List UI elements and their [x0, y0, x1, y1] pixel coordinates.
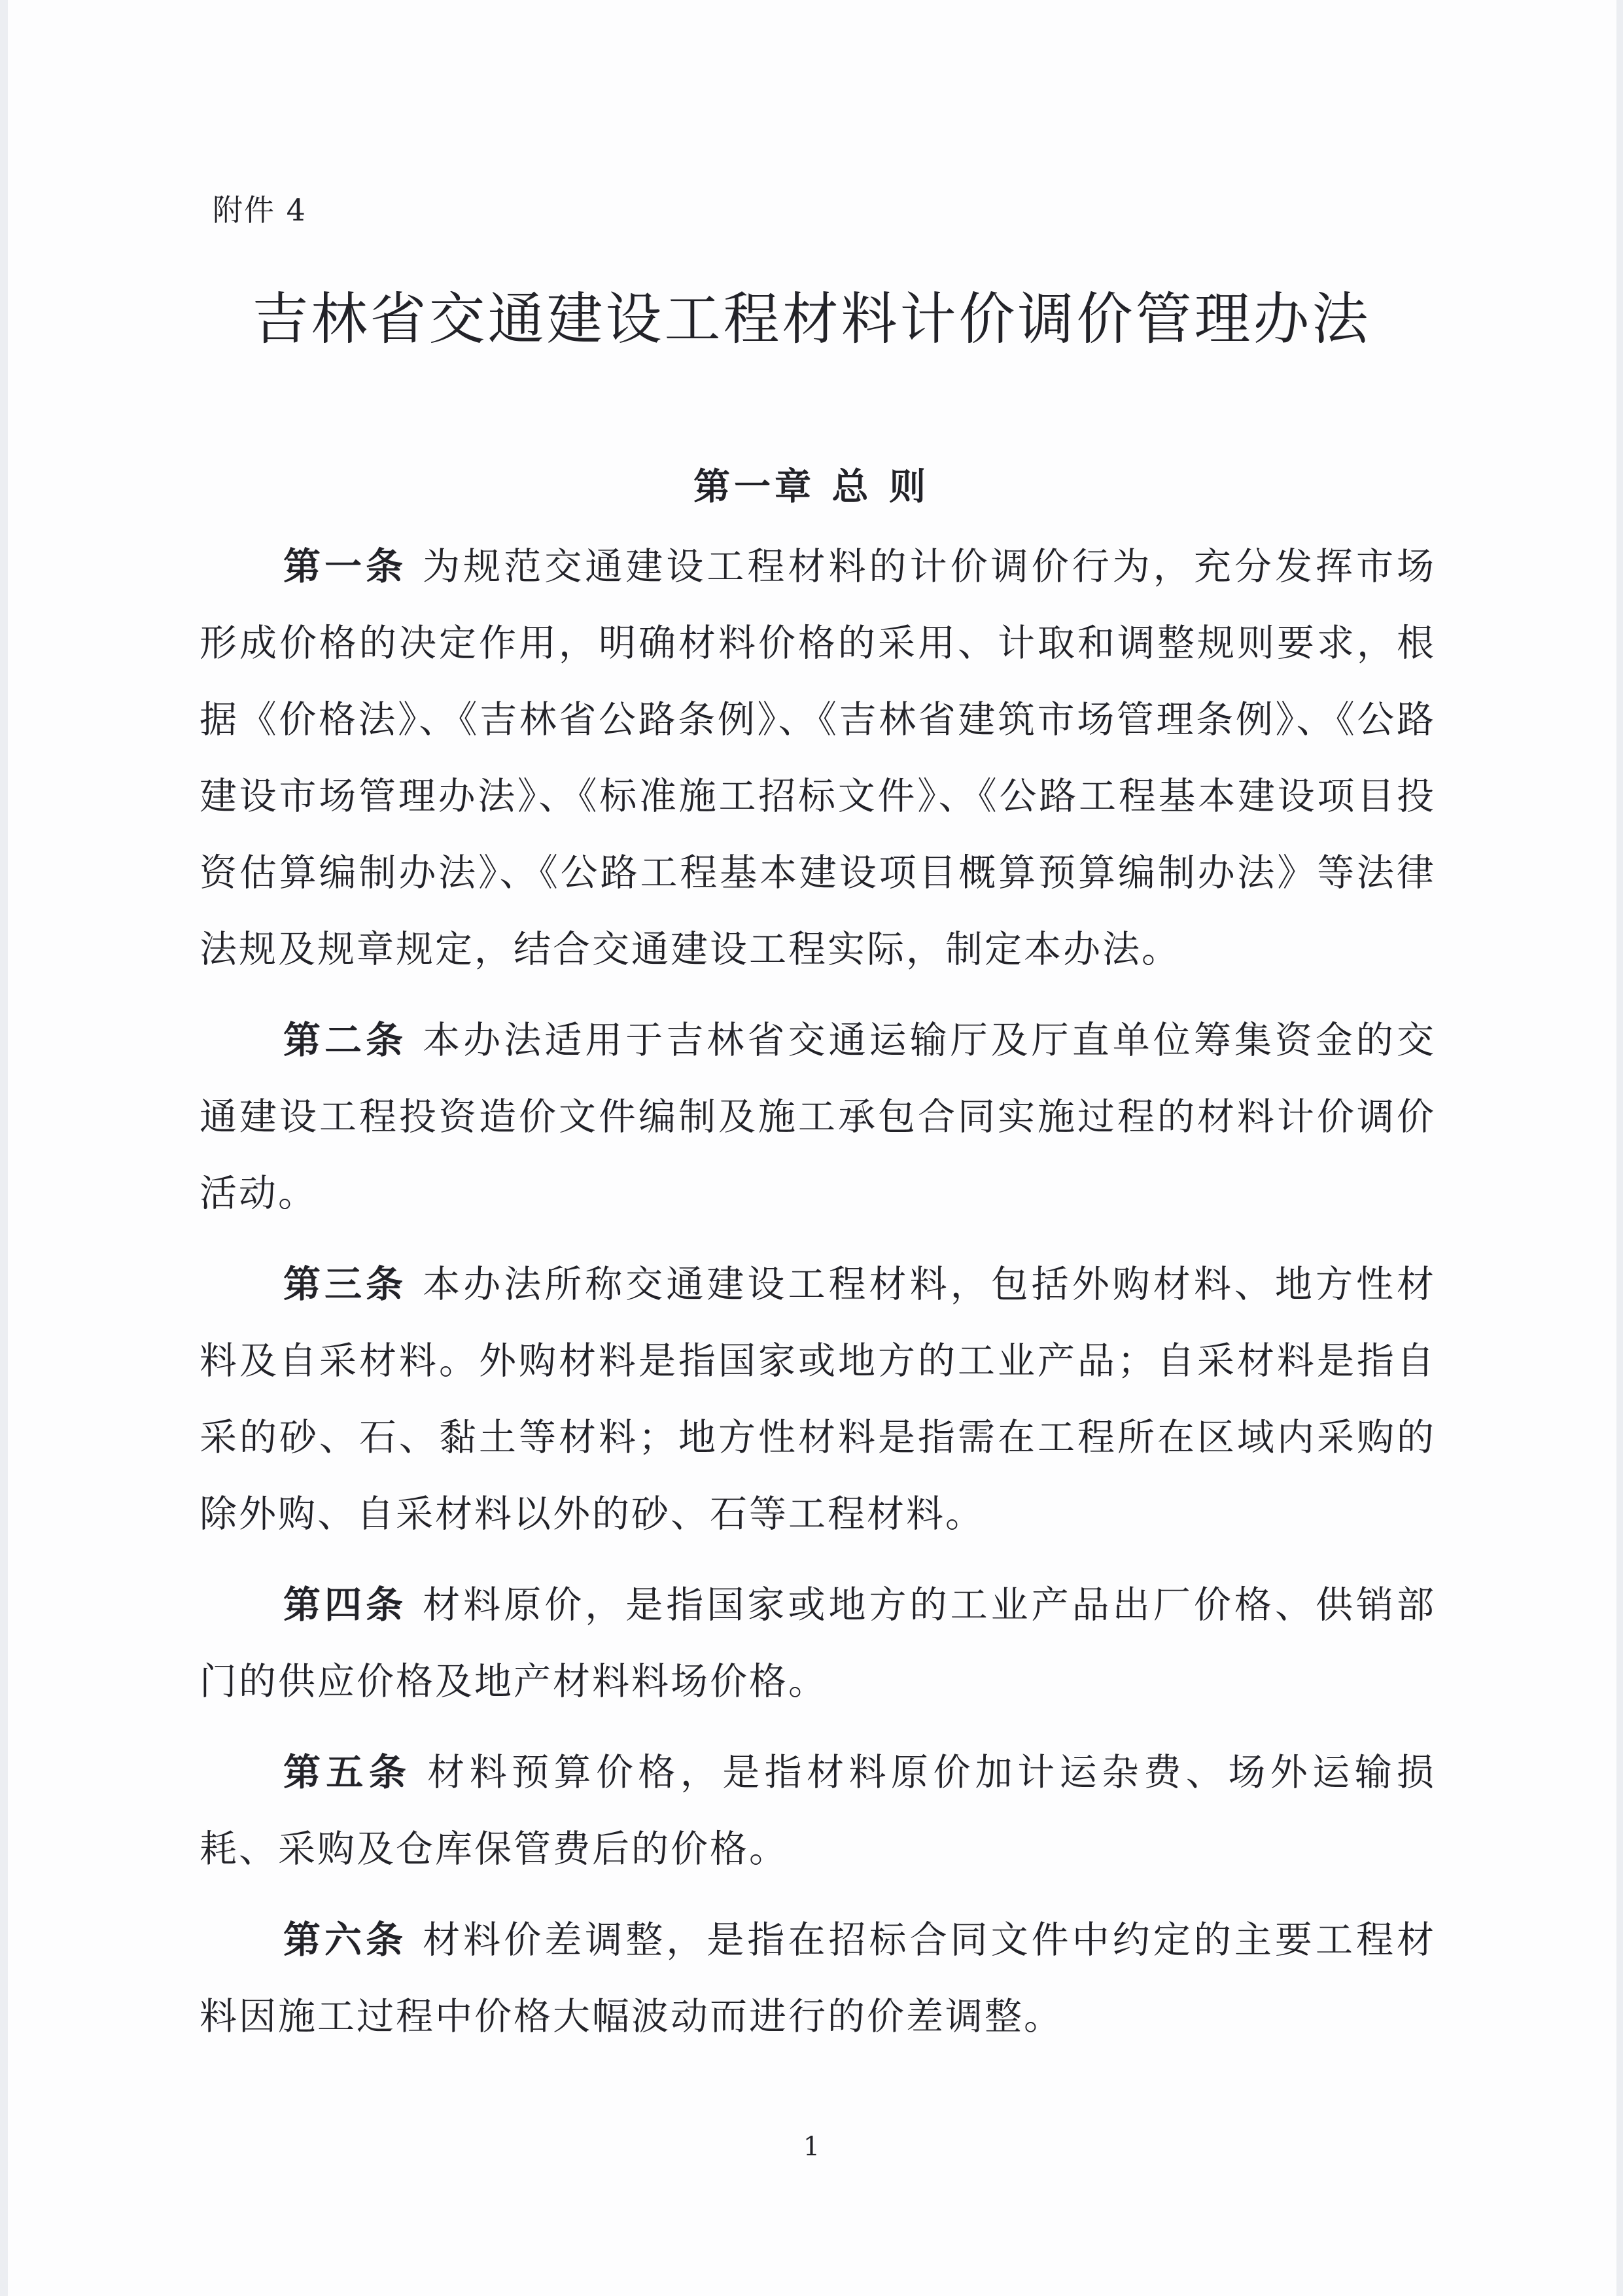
article-text: 本办法所称交通建设工程材料，包括外购材料、地方性材料及自采材料。外购材料是指国家或地方的工业产品；自采材料是指自采的砂、石、黏土等材料；地方性材料是指需在工程所在区域内采购的除外购、自采材料以外的砂、石等工程材料。 — [200, 1263, 1437, 1536]
document-title: 吉林省交通建设工程材料计价调价管理办法 — [252, 287, 1371, 352]
article-text: 材料预算价格，是指材料原价加计运杂费、场外运输损耗、采购及仓库保管费后的价格。 — [200, 1751, 1437, 1871]
article-number: 第五条 — [283, 1751, 412, 1794]
article-text: 材料原价，是指国家或地方的工业产品出厂价格、供销部门的供应价格及地产材料料场价格。 — [200, 1583, 1437, 1703]
article-text: 材料价差调整，是指在招标合同文件中约定的主要工程材料因施工过程中价格大幅波动而进行的价差调整。 — [200, 1918, 1437, 2038]
chapter-heading: 第一章 总 则 — [693, 466, 930, 508]
article-text: 本办法适用于吉林省交通运输厅及厅直单位筹集资金的交通建设工程投资造价文件编制及施工承包合同实施过程的材料计价调价活动。 — [200, 1019, 1437, 1215]
page-number: 1 — [803, 2132, 820, 2162]
article-5 — [200, 1735, 1436, 1888]
article-number: 第一条 — [283, 545, 408, 588]
article-2 — [200, 1002, 1436, 1232]
article-number: 第二条 — [283, 1019, 408, 1062]
article-1 — [200, 529, 1436, 988]
article-number: 第六条 — [283, 1918, 408, 1962]
document-body — [200, 529, 1436, 2070]
article-6 — [200, 1902, 1436, 2055]
article-3 — [200, 1246, 1436, 1553]
article-number: 第四条 — [283, 1583, 408, 1627]
article-number: 第三条 — [283, 1263, 408, 1306]
article-text: 为规范交通建设工程材料的计价调价行为，充分发挥市场形成价格的决定作用，明确材料价格的采用、计取和调整规则要求，根据《价格法》、《吉林省公路条例》、《吉林省建筑市场管理条例》、《公路建设市场管理办法》、《标准施工招标文件》、《公路工程基本建设项目投资估算编制办法》、《公路工程基本建设项目概算预算编制办法》等法律法规及规章规定，结合交通建设工程实际，制定本办法。 — [200, 545, 1437, 971]
attachment-label: 附件 4 — [213, 192, 307, 228]
article-4 — [200, 1567, 1436, 1720]
